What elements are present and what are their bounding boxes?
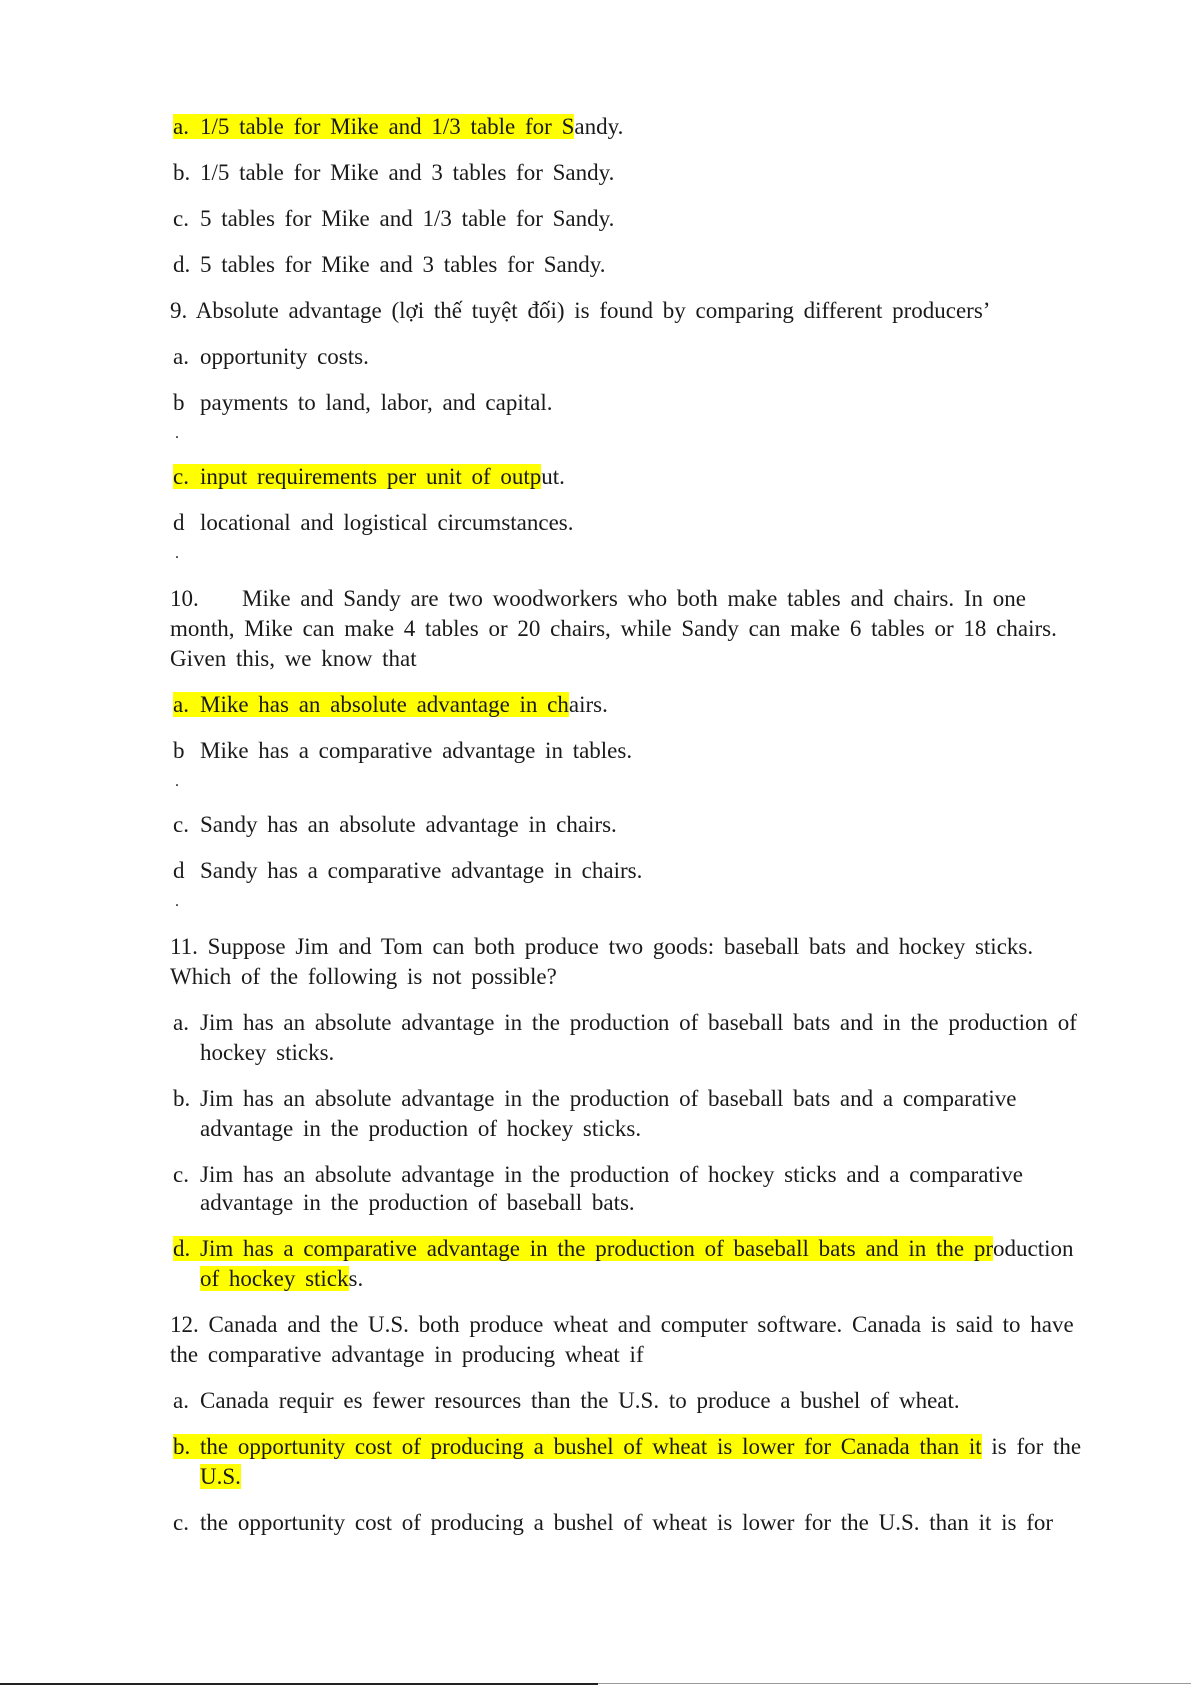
option-text: Jim has an absolute advantage in the production of hockey sticks and a comparative [200, 1162, 1023, 1187]
q8-option-b [173, 158, 614, 188]
option-letter: b. [173, 1086, 191, 1111]
option-letter: b. [173, 1434, 191, 1459]
option-text: 5 tables for Mike and 1/3 table for Sandy. [200, 206, 615, 231]
option-highlighted-text: Jim has a comparative advantage in the production of baseball bats and in the pr [200, 1236, 994, 1261]
q10-option-a [173, 690, 608, 720]
option-text: andy. [574, 114, 624, 139]
q8-option-c [173, 204, 614, 234]
option-letter: a. [173, 692, 189, 717]
q11-option-a-cont: hockey sticks. [200, 1040, 335, 1065]
q11-stem-line1: 11. Suppose Jim and Tom can both produce two goods: baseball bats and hockey sticks. [170, 934, 1034, 959]
stray-dot: . [175, 893, 179, 910]
q8-option-a [173, 112, 623, 142]
q11-option-b-cont: advantage in the production of hockey sticks. [200, 1116, 642, 1141]
q11-option-c [173, 1160, 1023, 1190]
option-letter: b. [173, 160, 191, 185]
option-highlighted-text: input requirements per unit of outp [200, 464, 542, 489]
option-highlighted-text: U.S. [200, 1464, 241, 1489]
option-text: Jim has an absolute advantage in the production of baseball bats and a comparative [200, 1086, 1017, 1111]
option-text: airs. [568, 692, 608, 717]
q9-option-b [173, 388, 552, 418]
option-letter: a. [173, 1010, 189, 1035]
option-text: Mike has a comparative advantage in tables. [200, 738, 633, 763]
q10-stem-line1 [170, 584, 1026, 614]
q9-option-a [173, 342, 369, 372]
option-letter: a. [173, 1388, 189, 1413]
q9-option-c [173, 462, 565, 492]
q10-option-b [173, 736, 632, 766]
option-text: the opportunity cost of producing a bushel of wheat is lower for the U.S. than it is for [200, 1510, 1054, 1535]
stray-dot: . [175, 545, 179, 562]
option-letter: b [173, 390, 185, 415]
q9-option-d [173, 508, 574, 538]
option-highlighted-text: of hockey stick [200, 1266, 349, 1291]
q11-option-d-cont [200, 1264, 363, 1294]
option-text: Sandy has an absolute advantage in chairs. [200, 812, 617, 837]
q12-option-b-cont [200, 1462, 241, 1492]
q10-stem-text: Mike and Sandy are two woodworkers who both make tables and chairs. In one [242, 586, 1026, 611]
option-text: Canada requir es fewer resources than the U.S. to produce a bushel of wheat. [200, 1388, 960, 1413]
q12-stem-line2: the comparative advantage in producing wheat if [170, 1342, 644, 1367]
option-letter: c. [173, 812, 189, 837]
option-letter: d. [173, 1236, 191, 1261]
q12-option-a [173, 1386, 960, 1416]
q11-option-c-cont: advantage in the production of baseball bats. [200, 1190, 635, 1215]
option-highlighted-text: 1/5 table for Mike and 1/3 table for S [200, 114, 575, 139]
q11-stem-line2: Which of the following is not possible? [170, 964, 557, 989]
option-text: payments to land, labor, and capital. [200, 390, 553, 415]
option-text: 1/5 table for Mike and 3 tables for Sandy. [200, 160, 615, 185]
q9-stem: 9. Absolute advantage (lợi thế tuyệt đối) is found by comparing different producers’ [170, 298, 991, 323]
option-text: oduction [993, 1236, 1074, 1261]
stray-dot: . [175, 773, 179, 790]
option-text: is for the [981, 1434, 1082, 1459]
option-letter: d. [173, 252, 191, 277]
option-highlighted-text: Mike has an absolute advantage in ch [200, 692, 569, 717]
option-text: s. [348, 1266, 364, 1291]
q8-option-d [173, 250, 605, 280]
option-text: opportunity costs. [200, 344, 369, 369]
option-text: 5 tables for Mike and 3 tables for Sandy. [200, 252, 606, 277]
option-letter: b [173, 738, 185, 763]
page-bottom-rule-light [598, 1683, 1191, 1684]
q10-stem-line2: month, Mike can make 4 tables or 20 chairs, while Sandy can make 6 tables or 18 chairs. [170, 616, 1057, 641]
option-text: locational and logistical circumstances. [200, 510, 574, 535]
option-letter: c. [173, 1510, 189, 1535]
option-letter: a. [173, 344, 189, 369]
option-letter: d [173, 858, 185, 883]
option-text: Sandy has a comparative advantage in chairs. [200, 858, 643, 883]
option-letter: a. [173, 114, 189, 139]
option-highlighted-text: the opportunity cost of producing a bushel of wheat is lower for Canada than it [200, 1434, 982, 1459]
q12-stem-line1: 12. Canada and the U.S. both produce wheat and computer software. Canada is said to have [170, 1312, 1074, 1337]
option-text: ut. [541, 464, 565, 489]
q10-number: 10. [170, 586, 199, 611]
q11-option-d [173, 1234, 1074, 1264]
q11-option-b [173, 1084, 1017, 1114]
option-letter: c. [173, 1162, 189, 1187]
option-text: Jim has an absolute advantage in the production of baseball bats and in the production of [200, 1010, 1077, 1035]
q10-option-d [173, 856, 642, 886]
q12-option-b [173, 1432, 1081, 1462]
q11-option-a [173, 1008, 1077, 1038]
stray-dot: . [175, 425, 179, 442]
option-letter: d [173, 510, 185, 535]
q10-option-c [173, 810, 617, 840]
q12-option-c [173, 1508, 1053, 1538]
option-letter: c. [173, 464, 189, 489]
option-letter: c. [173, 206, 189, 231]
q10-stem-line3: Given this, we know that [170, 646, 417, 671]
